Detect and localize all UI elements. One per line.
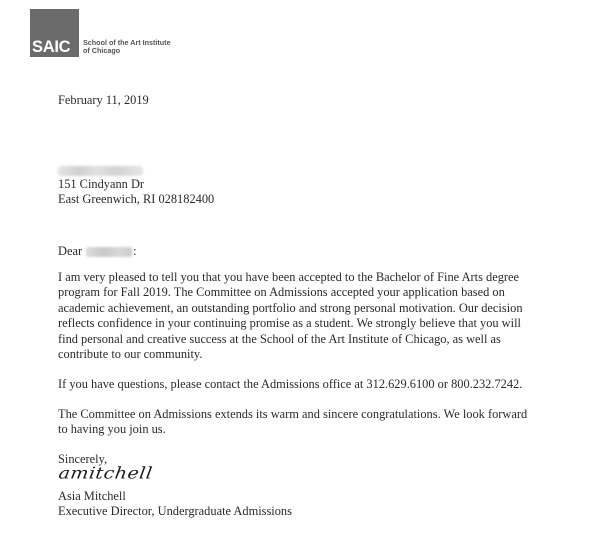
paragraph-line: If you have questions, please contact the Admissions office at 312.629.6100 or 800.232.7242. [58, 377, 523, 391]
body-paragraph-congratulations [58, 407, 527, 438]
paragraph-line: academic achievement, an outstanding portfolio and strong personal motivation. Our decision [58, 300, 523, 315]
paragraph-line: to having you join us. [58, 422, 166, 437]
logo-abbreviation: SAIC [32, 37, 71, 56]
recipient-name-redacted [58, 166, 143, 176]
saic-logo-box [30, 9, 79, 57]
address-line: East Greenwich, RI 028182400 [58, 192, 215, 207]
institution-name-line: of Chicago [83, 46, 121, 55]
salutation-suffix: : [133, 244, 137, 258]
address-line: 151 Cindyann Dr [58, 177, 145, 191]
recipient-address [58, 177, 214, 208]
signer-title: Executive Director, Undergraduate Admissions [58, 504, 292, 519]
salutation [58, 244, 137, 259]
paragraph-line: The Committee on Admissions extends its warm and sincere congratulations. We look forward [58, 407, 528, 421]
body-paragraph-acceptance [58, 270, 523, 362]
salutation-name-redacted [86, 247, 132, 257]
paragraph-line: program for Fall 2019. The Committee on Admissions accepted your application based on [58, 285, 505, 300]
valediction: Sincerely, [58, 452, 108, 466]
body-paragraph-contact [58, 377, 522, 392]
paragraph-line: find personal and creative success at the School of the Art Institute of Chicago, as well as [58, 331, 501, 346]
handwritten-signature: amitchell [57, 464, 154, 483]
institution-name [83, 39, 171, 55]
institution-name-line: School of the Art Institute [83, 38, 171, 47]
paragraph-line: contribute to our community. [58, 347, 203, 362]
paragraph-line: I am very pleased to tell you that you have been accepted to the Bachelor of Fine Arts degree [58, 270, 520, 284]
signer-name: Asia Mitchell [58, 489, 126, 503]
salutation-prefix: Dear [58, 244, 83, 258]
letterhead-logo [30, 9, 171, 57]
signer-block [58, 489, 292, 520]
letter-date: February 11, 2019 [58, 93, 149, 107]
paragraph-line: reflects confidence in your continuing promise as a student. We strongly believe that you will [58, 316, 521, 331]
